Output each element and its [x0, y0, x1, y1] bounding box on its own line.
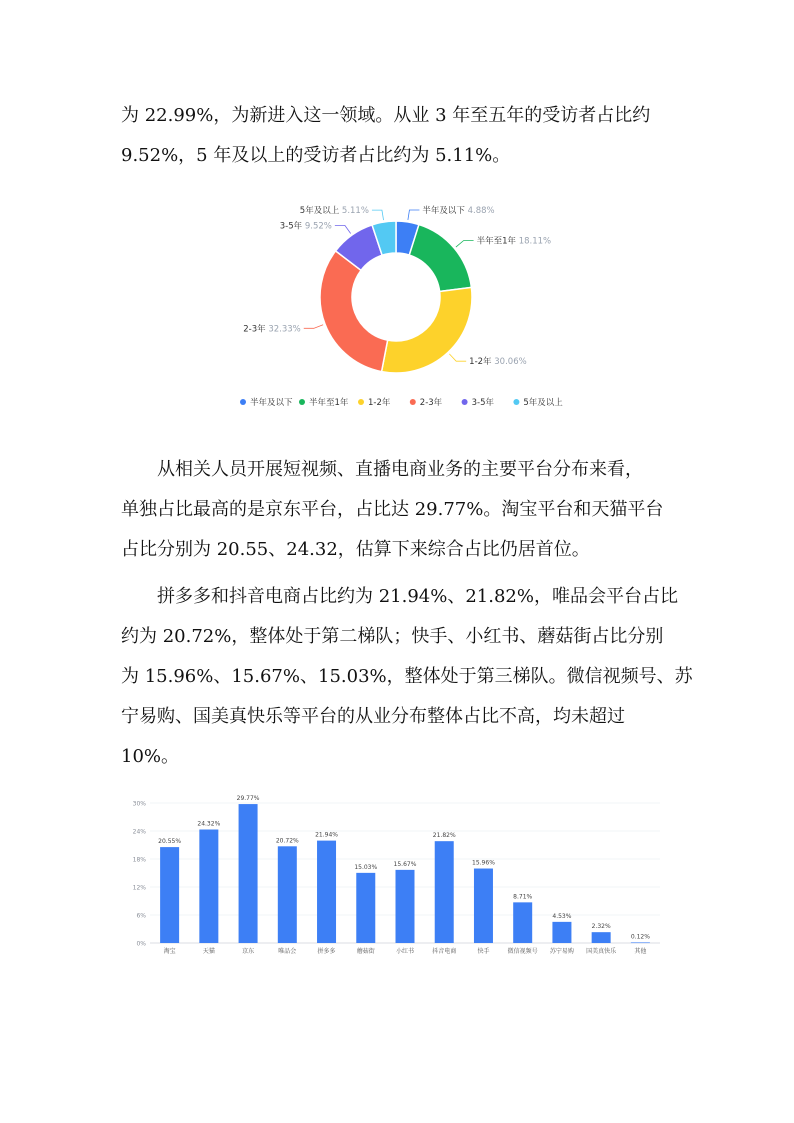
text-line: 从相关人员开展短视频、直播电商业务的主要平台分布来看，: [157, 459, 643, 480]
bar-value-label: 0.12%: [630, 933, 650, 941]
x-tick-label: 快手: [477, 948, 490, 955]
paragraph-platform-tiers: [121, 577, 693, 777]
callout-line: [408, 210, 420, 220]
bar: [160, 847, 179, 943]
x-tick-label: 抖音电商: [432, 948, 457, 955]
y-tick-label: 30%: [132, 800, 146, 808]
legend-label: 1-2年: [368, 398, 391, 408]
bar: [474, 869, 493, 943]
y-tick-label: 18%: [132, 856, 146, 864]
bar-value-label: 21.94%: [315, 831, 338, 839]
callout-line: [335, 225, 351, 233]
text-line: 约为 20.72%，整体处于第二梯队；快手、小红书、蘑菇街占比分别: [121, 626, 664, 647]
bar-value-label: 24.32%: [197, 820, 221, 828]
x-tick-label: 苏宁易购: [549, 948, 574, 955]
text-line: 9.52%，5 年及以上的受访者占比约为 5.11%。: [121, 145, 511, 166]
bar-value-label: 2.32%: [591, 923, 611, 931]
y-tick-label: 0%: [136, 940, 146, 948]
legend-dot: [513, 399, 519, 405]
donut-slice: [409, 225, 471, 292]
bar-value-label: 20.72%: [275, 837, 299, 845]
bar: [513, 902, 532, 943]
legend-dot: [240, 399, 246, 405]
y-tick-label: 24%: [132, 828, 146, 836]
x-tick-label: 拼多多: [317, 948, 336, 955]
paragraph-platform-distribution: [121, 450, 681, 570]
x-tick-label: 唯品会: [278, 948, 297, 955]
donut-slice: [382, 287, 472, 373]
text-line: 为 15.96%、15.67%、15.03%，整体处于第三梯队。微信视频号、苏: [121, 666, 693, 687]
bar-value-label: 21.82%: [432, 832, 456, 840]
slice-label: 2-3年 32.33%: [243, 324, 301, 335]
donut-slice: [320, 251, 388, 372]
x-tick-label: 京东: [242, 948, 255, 955]
bar: [396, 870, 415, 943]
legend-dot: [358, 399, 364, 405]
bar-value-label: 29.77%: [236, 795, 260, 803]
bar-value-label: 8.71%: [513, 893, 533, 901]
legend-label: 5年及以上: [523, 398, 563, 408]
text-line: 为 22.99%，为新进入这一领域。从业 3 年至五年的受访者占比约: [121, 105, 651, 126]
slice-label: 半年及以下 4.88%: [422, 206, 495, 217]
legend-label: 半年至1年: [309, 398, 349, 408]
x-tick-label: 蘑菇街: [356, 948, 375, 955]
bar: [592, 932, 611, 943]
bar: [631, 942, 650, 943]
text-line: 单独占比最高的是京东平台，占比达 29.77%。淘宝平台和天猫平台: [121, 499, 664, 520]
y-tick-label: 6%: [136, 912, 146, 920]
bar: [435, 841, 454, 943]
bar: [199, 830, 218, 943]
legend-label: 3-5年: [471, 398, 494, 408]
experience-donut-chart: [230, 195, 570, 420]
slice-label: 半年至1年 18.11%: [476, 236, 552, 247]
callout-line: [449, 354, 466, 361]
bar: [552, 922, 571, 943]
text-line: 宁易购、国美真快乐等平台的从业分布整体占比不高，均未超过: [121, 706, 625, 727]
bar: [278, 846, 297, 943]
legend-label: 半年及以下: [250, 398, 293, 408]
callout-line: [456, 241, 474, 247]
x-tick-label: 其他: [634, 948, 647, 955]
x-tick-label: 淘宝: [163, 948, 176, 955]
legend-dot: [299, 399, 305, 405]
bar-value-label: 15.67%: [393, 860, 417, 868]
slice-label: 5年及以上 5.11%: [299, 206, 369, 217]
legend-label: 2-3年: [419, 398, 443, 408]
text-line: 占比分别为 20.55、24.32，估算下来综合占比仍居首位。: [121, 539, 590, 560]
slice-label: 3-5年 9.52%: [279, 221, 332, 232]
bar-value-label: 20.55%: [158, 838, 182, 846]
paragraph-experience-summary: [121, 96, 681, 176]
y-tick-label: 12%: [132, 884, 146, 892]
x-tick-label: 天猫: [202, 948, 215, 955]
bar: [317, 841, 336, 943]
legend-dot: [462, 399, 468, 405]
callout-line: [304, 325, 323, 329]
bar: [356, 873, 375, 943]
bar-value-label: 15.03%: [354, 863, 378, 871]
x-tick-label: 微信视频号: [507, 948, 538, 955]
legend-dot: [410, 399, 416, 405]
x-tick-label: 国美真快乐: [586, 948, 617, 955]
slice-label: 1-2年 30.06%: [469, 357, 527, 368]
x-tick-label: 小红书: [395, 948, 415, 955]
bar: [239, 804, 258, 943]
text-line: 10%。: [121, 746, 180, 767]
bar-value-label: 15.96%: [472, 859, 495, 867]
bar-value-label: 4.53%: [552, 912, 572, 920]
callout-line: [372, 210, 384, 220]
platform-bar-chart: [120, 788, 670, 960]
text-line: 拼多多和抖音电商占比约为 21.94%、21.82%，唯品会平台占比: [157, 586, 678, 607]
